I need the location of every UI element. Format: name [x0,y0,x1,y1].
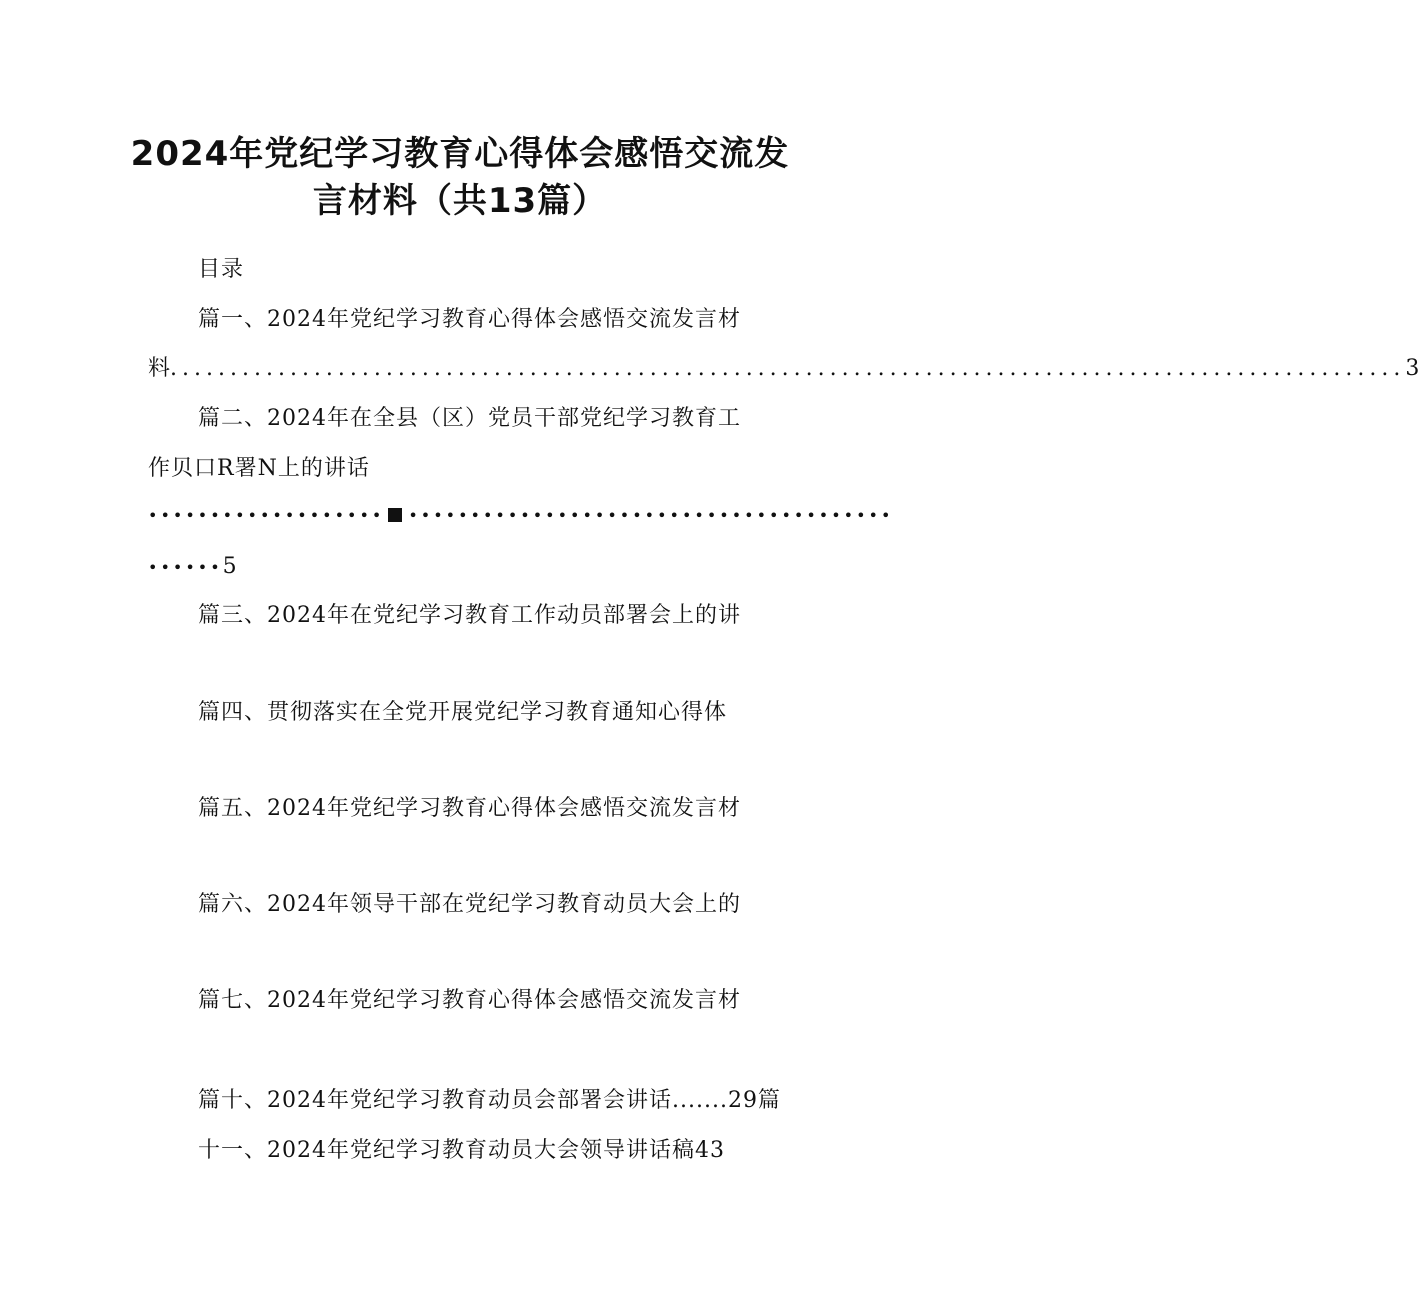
toc-entry-2-page: 5 [222,554,238,579]
toc-entry-2-line-1[interactable]: 篇二、2024年在全县（区）党员干部党纪学习教育工 [198,406,741,431]
toc-entry-2-page-row [148,553,238,582]
toc-entry-1-line-1[interactable]: 篇一、2024年党纪学习教育心得体会感悟交流发言材 [198,307,741,332]
toc-entry-1-tail: 料 [148,356,171,381]
toc-entry-5[interactable]: 篇五、2024年党纪学习教育心得体会感悟交流发言材 [198,796,741,821]
toc-entry-7[interactable]: 篇七、2024年党纪学习教育心得体会感悟交流发言材 [198,988,741,1013]
square-marker-icon [388,508,402,522]
bullet-leader: •••••• [148,558,223,577]
toc-entry-3[interactable]: 篇三、2024年在党纪学习教育工作动员部署会上的讲 [198,603,741,628]
toc-entry-1-line-2[interactable] [148,355,1419,383]
document-title-line-2: 言材料（共13篇） [312,181,608,221]
toc-entry-11[interactable]: 十一、2024年党纪学习教育动员大会领导讲话稿43 [198,1138,725,1163]
toc-entry-2-line-2[interactable]: 作贝口R署N上的讲话 [148,456,370,481]
toc-entry-1-page: 3 [1405,356,1419,381]
toc-entry-10[interactable]: 篇十、2024年党纪学习教育动员会部署会讲话.......29篇 [198,1088,781,1113]
dot-leader: ....................................................................................................... [170,356,1406,381]
toc-entry-6[interactable]: 篇六、2024年领导干部在党纪学习教育动员大会上的 [198,892,741,917]
toc-heading: 目录 [198,257,245,282]
bullet-leader-row: ••••••••••••••••••• ••••••••••••••••••••••••••••••••••••••• [148,506,894,525]
document-title-line-1: 2024年党纪学习教育心得体会感悟交流发 [130,134,790,174]
toc-entry-4[interactable]: 篇四、贯彻落实在全党开展党纪学习教育通知心得体 [198,700,728,725]
